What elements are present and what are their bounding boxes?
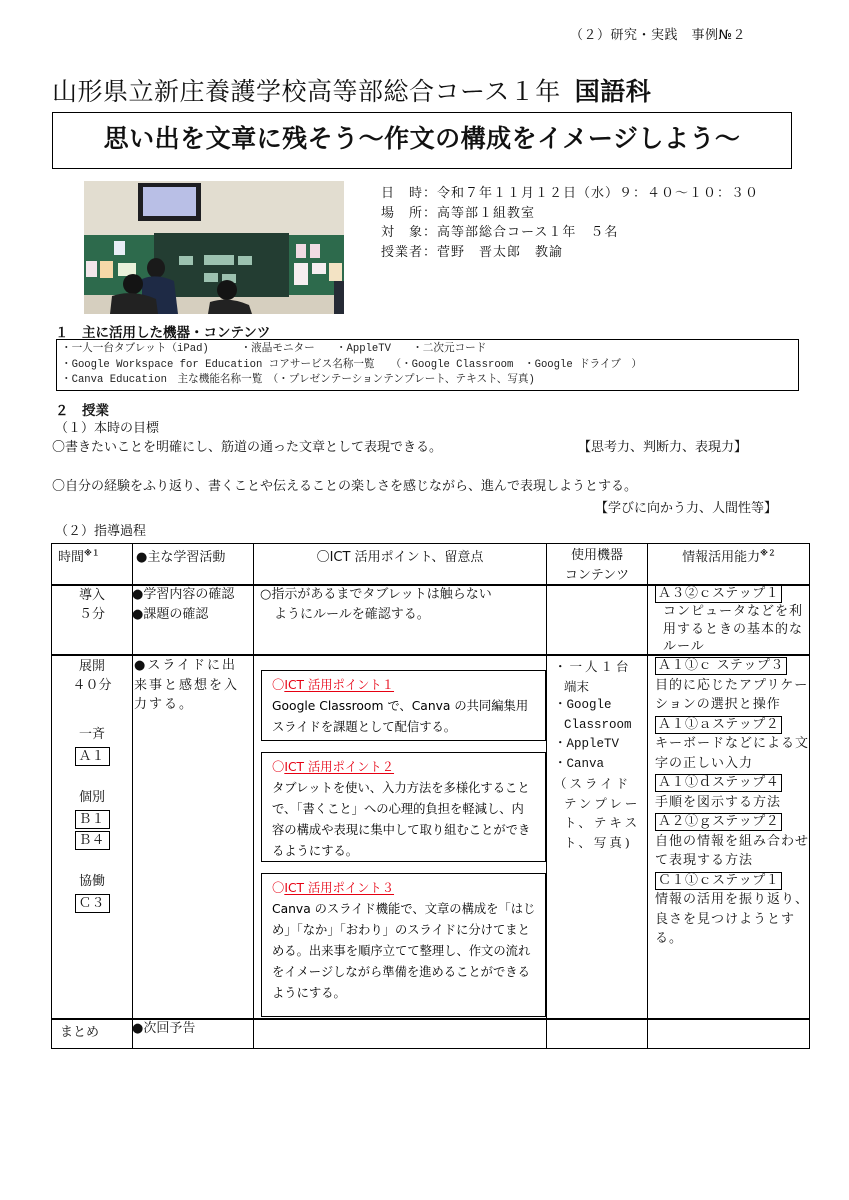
info-teacher (381, 243, 759, 263)
header-time-note: ※１ (84, 548, 100, 558)
intro-ict-line: ○指示があるまでタブレットは触らない (260, 587, 492, 602)
skill-code-badge: Ａ１①ｄステップ４ (655, 774, 782, 792)
summary-activity: ●次回予告 (132, 1021, 196, 1036)
section2-heading: ２ 授業 (55, 403, 109, 419)
intro-time-duration: ５分 (78, 607, 105, 622)
skill-code-badge: Ａ３②ｃステップ１ (655, 585, 782, 603)
intro-activity: ●学習内容の確認 (132, 587, 235, 602)
group-code-badge: Ｃ３ (75, 894, 110, 913)
development-time-duration: ４０分 (72, 678, 112, 693)
skill-code-badge: Ｃ１①ｃステップ１ (655, 872, 782, 890)
skill-code-badge: Ａ１①ｃ ステップ３ (655, 657, 787, 675)
header-time-label: 時間 (58, 550, 85, 565)
ict-point-title: ICT 活用ポイント３ (284, 881, 395, 895)
development-time-phase: 展開 (78, 659, 105, 674)
header-activity: ●主な学習活動 (136, 550, 226, 565)
ict-point-title: ICT 活用ポイント２ (284, 760, 395, 774)
device-item: ・Google (554, 698, 612, 712)
devices-line: ・Canva Education 主な機能名称一覧 （・プレゼンテーションテンプレート、テキスト、写真) (61, 374, 535, 386)
goal-1: 〇書きたいことを明確にし、筋道の通った文章として表現できる。 (52, 440, 443, 455)
case-label: （２）研究・実践 事例№２ (570, 28, 747, 43)
skill-description: キーボードなどによる文字の正しい入力 (655, 736, 810, 771)
ict-point-title: ICT 活用ポイント１ (284, 678, 395, 692)
skill-description: 情報の活用を振り返り、良さを見つけようとする。 (655, 892, 810, 946)
ict-point-2 (261, 752, 546, 862)
devices-contents-box (56, 339, 799, 391)
ict-point-3 (261, 873, 546, 1017)
header-ict: 〇ICT 活用ポイント、留意点 (316, 550, 484, 565)
skill-code-badge: Ａ１①ａステップ２ (655, 716, 782, 734)
ict-point-mark: 〇 (272, 678, 285, 692)
intro-ict-note (260, 585, 546, 624)
device-item-cont: Classroom (564, 717, 632, 732)
process-subheading: （２）指導過程 (55, 524, 147, 539)
info-datetime-label: 日 時： (381, 186, 438, 201)
goal-2-tag: 【学びに向かう力、人間性等】 (595, 501, 778, 516)
classroom-photo-illustration (84, 181, 344, 314)
classroom-photo (84, 181, 344, 314)
info-place-value: 高等部１組教室 (437, 205, 536, 221)
intro-time-phase: 導入 (78, 588, 105, 603)
summary-time: まとめ (60, 1025, 100, 1040)
development-time (52, 657, 132, 913)
group-label-individual: 個別 (78, 790, 105, 805)
skill-code-badge: Ａ２①ｇステップ２ (655, 813, 782, 831)
group-code-badge: Ｂ４ (75, 831, 110, 850)
group-code-badge: Ｂ１ (75, 810, 110, 829)
subject-name: 国語科 (574, 77, 652, 106)
header-devices-line2: コンテンツ (564, 568, 630, 583)
lesson-title-box (52, 112, 792, 169)
ict-point-body: タブレットを使い、入力方法を多様化することで、「書くこと」への心理的負担を軽減し、内容の構成や表現に集中して取り組むことができるようにする。 (272, 781, 531, 858)
info-teacher-label: 授業者： (381, 244, 438, 260)
goal-2: 〇自分の経験をふり返り、書くことや伝えることの楽しさを感じながら、進んで表現しようとする。 (52, 479, 638, 494)
intro-time (52, 586, 132, 624)
ict-point-1 (261, 670, 546, 741)
col-divider (647, 544, 648, 1048)
device-item: ・一人１台 (554, 659, 632, 674)
info-target (381, 223, 759, 243)
info-teacher-value: 菅野 晋太郎 教諭 (437, 244, 564, 260)
development-ict-cell (253, 654, 546, 1018)
intro-ict-line: ようにルールを確認する。 (274, 606, 430, 622)
lesson-info (381, 184, 759, 262)
goals-subheading: （１）本時の目標 (55, 421, 160, 436)
header-time (58, 546, 132, 565)
header-skills-label: 情報活用能力 (682, 550, 761, 565)
goal-1-tag: 【思考力、判断力、表現力】 (578, 440, 748, 455)
development-devices (554, 657, 646, 852)
intro-skill (655, 585, 809, 656)
info-place-label: 場 所： (381, 205, 438, 221)
ict-point-body: Google Classroom で、Canva の共同編集用スライドを課題として配信する。 (272, 699, 529, 734)
school-name: 山形県立新庄養護学校高等部総合コース１年 (52, 77, 561, 106)
group-code-badge: Ａ１ (75, 747, 110, 766)
info-datetime (381, 184, 759, 204)
devices-line: ・一人一台タブレット（iPad) ・液晶モニター ・AppleTV ・二次元コード (61, 343, 487, 355)
col-divider (546, 544, 547, 1048)
header-devices-line1: 使用機器 (570, 548, 623, 563)
device-item: ・AppleTV (554, 737, 620, 751)
intro-activity: ●課題の確認 (132, 606, 209, 622)
development-skills (655, 656, 809, 949)
device-item-cont: 端末 (564, 678, 590, 694)
lesson-title: 思い出を文章に残そう～作文の構成をイメージしよう～ (103, 124, 741, 153)
intro-activities (132, 585, 253, 624)
ict-point-body: Canva のスライド機能で、文章の構成を「はじめ」「なか」「おわり」のスライドに分けてまとめる。出来事を順序立てて整理し、作文の流れをイメージしながら準備を進めることができるようにする。 (272, 902, 536, 1000)
device-note: （スライドテンプレート、テキスト、写真) (554, 776, 641, 850)
info-place (381, 204, 759, 224)
section1-heading: １ 主に活用した機器・コンテンツ (55, 325, 271, 341)
ict-point-mark: 〇 (272, 881, 285, 895)
header-skills-note: ※２ (760, 548, 776, 558)
header-devices (547, 546, 647, 586)
skill-description: 自他の情報を組み合わせて表現する方法 (655, 833, 810, 868)
development-activity: ●スライドに出来事と感想を入力する。 (134, 658, 240, 712)
info-target-value: 高等部総合コース１年 ５名 (437, 225, 619, 240)
header-skills (648, 546, 810, 565)
info-target-label: 対 象： (381, 225, 438, 240)
skill-description: 手順を図示する方法 (655, 794, 782, 810)
school-title (52, 72, 651, 108)
process-table (51, 543, 810, 1049)
device-item: ・Canva (554, 756, 605, 771)
info-datetime-value: 令和７年１１月１２日（水）９：４０～１０：３０ (437, 186, 760, 201)
skill-description: 目的に応じたアプリケーションの選択と操作 (655, 677, 809, 712)
devices-line: ・Google Workspace for Education コアサービス名称一覧 （・Google Classroom ・Google ドライブ ） (61, 358, 643, 371)
skill-description: コンピュータなどを利用するときの基本的なルール (663, 604, 804, 654)
ict-point-mark: 〇 (272, 760, 285, 774)
group-label-collaborative: 協働 (78, 874, 105, 889)
group-label-whole-class: 一斉 (78, 727, 105, 742)
